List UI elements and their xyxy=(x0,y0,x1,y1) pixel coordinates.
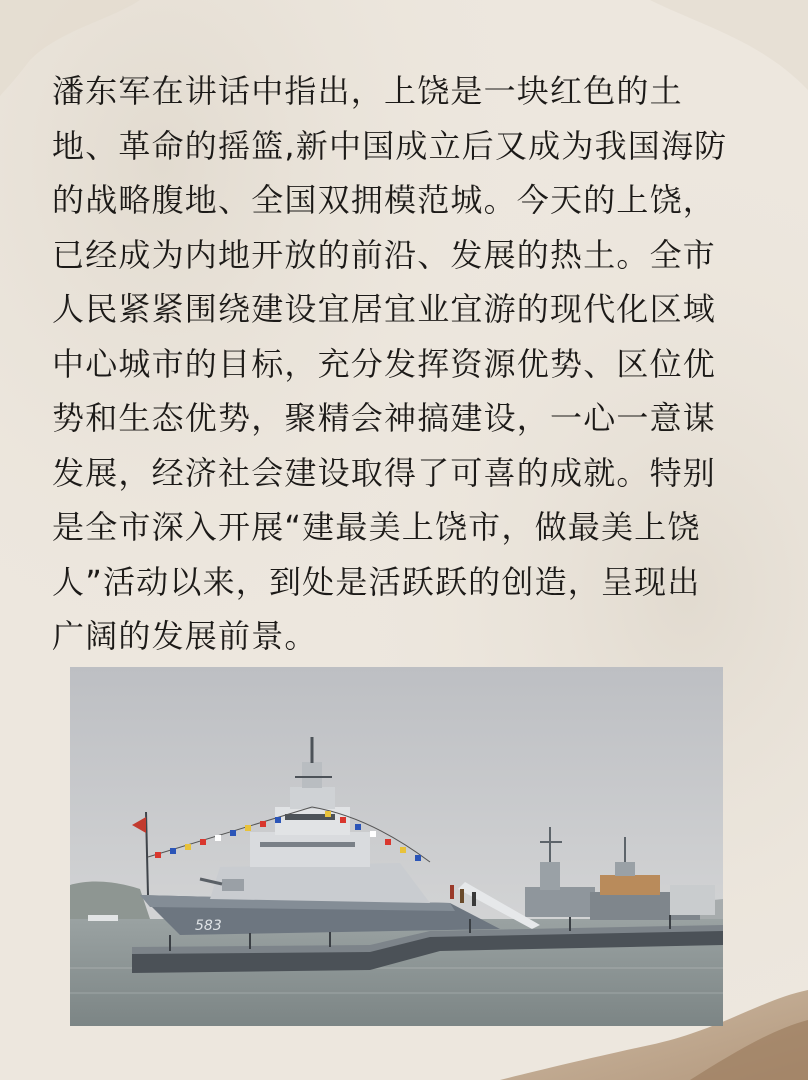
hull-number: 583 xyxy=(195,918,222,934)
paragraph-line: 已经成为内地开放的前沿、发展的热土。全市 xyxy=(52,235,717,274)
paragraph-line: 潘东军在讲话中指出，上饶是一块红色的土 xyxy=(52,72,683,110)
paragraph-line: 是全市深入开展“建最美上饶市，做最美上饶 xyxy=(52,508,701,546)
paragraph-line: 中心城市的目标，充分发挥资源优势、区位优 xyxy=(52,344,717,383)
warship-photo xyxy=(70,667,723,1026)
paragraph-line: 势和生态优势，聚精会神搞建设，一心一意谋 xyxy=(52,399,717,437)
paragraph-line: 广阔的发展前景。 xyxy=(52,617,318,655)
paragraph-line: 发展，经济社会建设取得了可喜的成就。特别 xyxy=(52,453,717,492)
paragraph-line: 地、革命的摇篮,新中国成立后又成为我国海防 xyxy=(52,126,728,165)
paragraph-line: 人民紧紧围绕建设宜居宜业宜游的现代化区域 xyxy=(52,290,717,328)
article-paragraph xyxy=(52,64,764,664)
paragraph-line: 人”活动以来，到处是活跃跃的创造，呈现出 xyxy=(52,562,701,601)
paragraph-line: 的战略腹地、全国双拥模范城。今天的上饶， xyxy=(52,181,717,219)
